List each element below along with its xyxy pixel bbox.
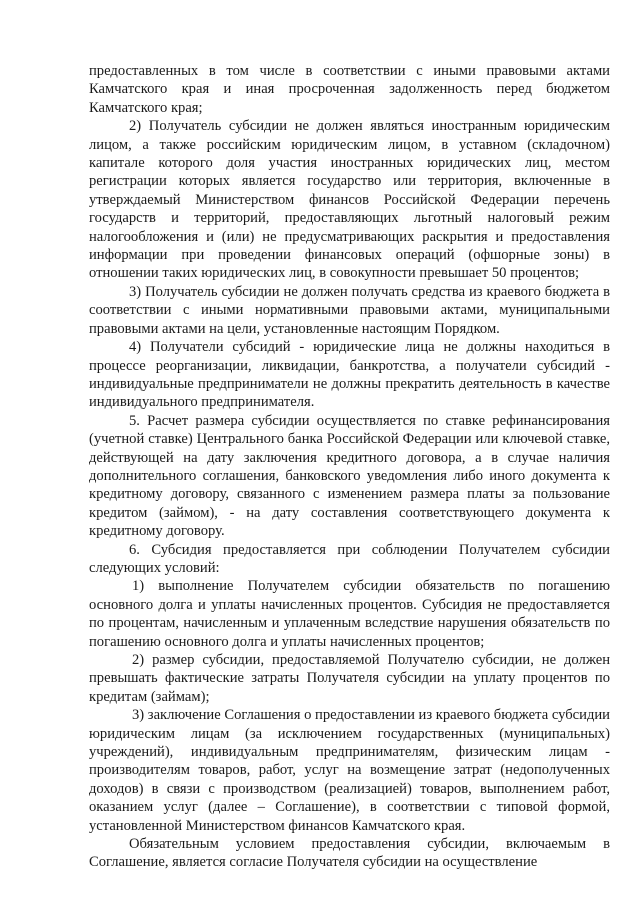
paragraph-condition-2: 2) размер субсидии, предоставляемой Получателю субсидии, не должен превышать фактические затраты Получателя субсидии на уплату процентов по кредитам (займам); bbox=[89, 652, 610, 705]
paragraph-item-4: 4) Получатели субсидий - юридические лица не должны находиться в процессе реорганизации, ликвидации, банкротства, а получатели субсидий - индивидуальные предприниматели не должны прекратить деятельность в качестве индивидуального предпринимателя. bbox=[89, 339, 610, 411]
paragraph-mandatory-condition: Обязательным условием предоставления субсидии, включаемым в Соглашение, является согласие Получателя субсидии на осуществление bbox=[89, 836, 610, 871]
paragraph-item-3: 3) Получатель субсидии не должен получать средства из краевого бюджета в соответствии с иными нормативными правовыми актами, муниципальными правовыми актами на цели, установленные настоящим Порядком. bbox=[89, 283, 610, 337]
paragraph-section-6: 6. Субсидия предоставляется при соблюдении Получателем субсидии следующих условий: bbox=[89, 541, 610, 576]
document-page bbox=[89, 62, 610, 872]
paragraph-continuation: предоставленных в том числе в соответствии с иными правовыми актами Камчатского края и иная просроченная задолженность перед бюджетом Камчатского края; bbox=[89, 63, 610, 116]
paragraph-condition-3: 3) заключение Соглашения о предоставлении из краевого бюджета субсидии юридическим лицам (за исключением государственных (муниципальных) учреждений), индивидуальным предпринимателям, физическим лицам - производителям товаров, работ, услуг на возмещение затрат (недополученных доходов) в связи с производством (реализацией) товаров, выполнением работ, оказанием услуг (далее – Соглашение), в соответствии с типовой формой, установленной Министерством финансов Камчатского края. bbox=[89, 707, 610, 834]
paragraph-item-2: 2) Получатель субсидии не должен являться иностранным юридическим лицом, а также российским юридическим лицом, в уставном (складочном) капитале которого доля участия иностранных юридических лиц, местом регистрации которых является государство или территория, включенные в утверждаемый Министерством финансов Российской Федерации перечень государств и территорий, предоставляющих льготный налоговый режим налогообложения и (или) не предусматривающих раскрытия и предоставления информации при проведении финансовых операций (офшорные зоны) в отношении таких юридических лиц, в совокупности превышает 50 процентов; bbox=[89, 118, 610, 282]
paragraph-condition-1: 1) выполнение Получателем субсидии обязательств по погашению основного долга и уплаты начисленных процентов. Субсидия не предоставляется по процентам, начисленным и уплаченным вследствие нарушения обязательств по погашению основного долга и уплаты начисленных процентов; bbox=[89, 578, 610, 650]
paragraph-section-5: 5. Расчет размера субсидии осуществляется по ставке рефинансирования (учетной ставке) Центрального банка Российской Федерации или ключевой ставке, действующей на дату заключения кредитного договора, а в случае наличия дополнительного соглашения, банковского уведомления либо иного документа к кредитному договору, связанного с изменением размера платы за пользование кредитом (займом), - на дату составления соответствующего документа к кредитному договору. bbox=[89, 412, 610, 540]
